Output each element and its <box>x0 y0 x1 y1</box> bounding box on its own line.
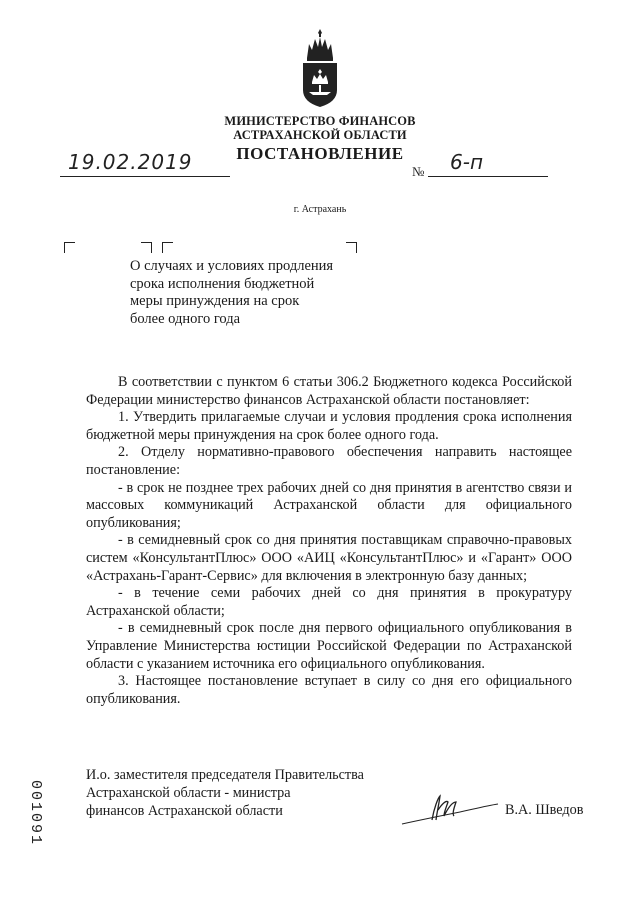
margin-corner-mark <box>346 242 357 253</box>
handwritten-signature <box>400 790 500 830</box>
body-paragraph: 3. Настоящее постановление вступает в силу со дня его официального опубликования. <box>86 673 572 707</box>
coat-of-arms-icon <box>299 28 341 108</box>
body-paragraph: - в семидневный срок после дня первого официального опубликования в Управление Министерства юстиции Российской Федерации по Астраханской области с указанием источника его официального опубликования. <box>86 620 572 672</box>
body-paragraph: 1. Утвердить прилагаемые случаи и условия продления срока исполнения бюджетной меры принуждения на срок более одного года. <box>86 409 572 443</box>
subject-line: О случаях и условиях продления <box>130 258 334 274</box>
number-sign: № <box>412 164 425 179</box>
margin-corner-mark <box>162 242 173 253</box>
document-date: 19.02.2019 <box>68 150 193 174</box>
signatory-title-line: И.о. заместителя председателя Правительства <box>86 767 364 783</box>
body-paragraph: В соответствии с пунктом 6 статьи 306.2 Бюджетного кодекса Российской Федерации министерство финансов Астраханской области постановляет: <box>86 374 572 408</box>
signatory-title <box>86 767 386 820</box>
subject-line: меры принуждения на срок <box>130 293 300 309</box>
signatory-title-line: Астраханской области - министра <box>86 784 291 801</box>
signatory-title-line: финансов Астраханской области <box>86 802 283 819</box>
body-paragraph: - в семидневный срок со дня принятия поставщикам справочно-правовых систем «КонсультантПлюс» ООО «АИЦ «КонсультантПлюс» и «Гарант» ООО «Астрахань-Гарант-Сервис» для включения в электронную базу данных; <box>86 532 572 584</box>
date-underline <box>60 176 230 177</box>
registration-stamp <box>22 780 52 850</box>
subject-line: более одного года <box>130 310 241 327</box>
margin-corner-mark <box>64 242 75 253</box>
document-number: 6-п <box>450 150 484 174</box>
organization-name: МИНИСТЕРСТВО ФИНАНСОВ <box>224 114 416 128</box>
margin-corner-mark <box>141 242 152 253</box>
document-body <box>86 374 572 708</box>
organization-region: АСТРАХАНСКОЙ ОБЛАСТИ <box>233 128 407 142</box>
body-paragraph: 2. Отделу нормативно-правового обеспечения направить настоящее постановление: <box>86 444 572 478</box>
document-type: ПОСТАНОВЛЕНИЕ <box>236 144 404 163</box>
number-underline <box>428 176 548 177</box>
body-paragraph: - в течение семи рабочих дней со дня принятия в прокуратуру Астраханской области; <box>86 585 572 619</box>
document-city: г. Астрахань <box>293 204 347 215</box>
subject-line: срока исполнения бюджетной <box>130 275 315 292</box>
stamp-number: 001091 <box>27 780 44 847</box>
signer-name: В.А. Шведов <box>505 802 584 818</box>
document-subject <box>130 258 370 328</box>
body-paragraph: - в срок не позднее трех рабочих дней со дня принятия в агентство связи и массовых коммуникаций Астраханской области для официального опубликования; <box>86 479 572 531</box>
